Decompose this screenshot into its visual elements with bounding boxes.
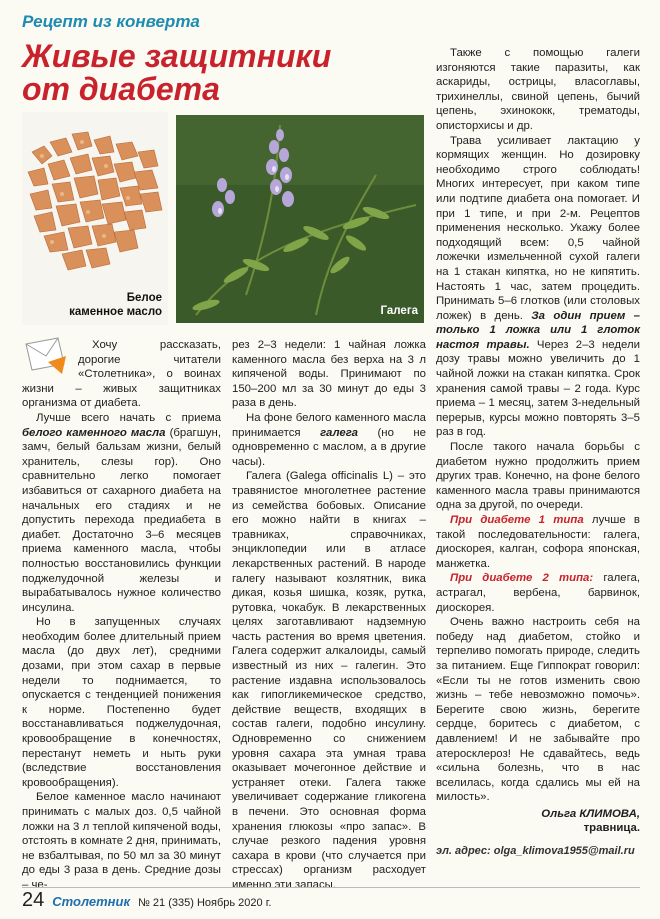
stone-oil-photo: [22, 112, 168, 325]
highlight-type2: При диабете 2 типа:: [450, 572, 594, 585]
footer: [22, 889, 271, 913]
envelope-icon: [22, 334, 72, 378]
paragraph: Лучше всего начать с приема белого каменного масла (брагшун, замч, белый бальзам жизни, белый хранитель, слезы гор). Оно сравнительно легко помогает избавиться от сахарного диабета на начальных его стадиях и не допустить перехода предиабета в диабет. Достаточно 3–6 месяцев приема каменного масла, чтобы полностью восстановились функции поджелудочной железы и вырабатывалось нужное количество инсулина.: [22, 411, 221, 614]
emphasis: галега: [320, 426, 359, 439]
footer-divider: [22, 887, 640, 888]
galega-caption: Галега: [380, 305, 418, 317]
galega-illustration: [176, 115, 424, 323]
column-3: [436, 46, 640, 859]
magazine-brand: Столетник: [52, 894, 131, 909]
title-line-2: от диабета: [22, 71, 220, 107]
paragraph: рез 2–3 недели: 1 чайная ложка каменного масла без верха на 3 л кипяченой воды. Принимают по 150–200 мл за 30 минут до еды 3 раза в день.: [232, 339, 426, 410]
paragraph: Хочу рассказать, дорогие читатели «Столетника», о воинах жизни – живых защитниках организма от диабета.: [22, 339, 221, 410]
paragraph: После такого начала борьбы с диабетом нужно продолжить прием других трав. Конечно, на фоне белого каменного масла травы принимаются одна за другой, по очереди.: [436, 441, 640, 512]
page-number: 24: [22, 889, 45, 911]
section-kicker: Рецепт из конверта: [22, 12, 200, 31]
author-name: Ольга КЛИМОВА,: [541, 807, 640, 820]
emphasis: белого каменного масла: [22, 426, 166, 439]
column-1: [22, 338, 221, 893]
galega-photo: [176, 115, 424, 323]
highlight-type1: При диабете 1 типа: [450, 514, 584, 526]
paragraph: При диабете 2 типа: галега, астрагал, вербена, барвинок, диоскорея.: [436, 572, 640, 614]
paragraph: На фоне белого каменного масла принимается галега (но не одновременно с маслом, а в другие часы).: [232, 411, 427, 468]
paragraph: Галега (Galega officinalis L) – это травянистое многолетнее растение из семейства бобовых. Описание его можно найти в книгах – травниках, справочниках, энциклопедии или в атласе лекарственных растений. В народе галегу называют козлятник, вика дикая, козья шишка, козяк, рутка, рутовка, чокабук. В лекарственных целях заготавливают надземную часть растения во время цветения. Галега содержит алкалоиды, самый известный из них – галегин. Это растение издавна использовалось как гипогликемическое средство, действие веществ, входящих в состав галеги, подобно инсулину. Одновременно со снижением уровня сахара эта умная трава оказывает мочегонное действие и устраняет отеки. Галега также увеличивает содержание гликогена в печени. Это основная форма хранения глюкозы «про запас». В случае резкого падения уровня сахара в крови (что случается при стрессах) организм расходует именно эти запасы.: [232, 470, 426, 891]
column-2: [232, 338, 426, 893]
issue-info: № 21 (335) Ноябрь 2020 г.: [138, 897, 272, 909]
title-line-1: Живые защитники: [22, 38, 332, 74]
emphasis: За один прием – только 1 ложка или 1 глоток настоя травы.: [436, 309, 640, 351]
stone-oil-caption: Белое каменное масло: [69, 292, 162, 318]
paragraph: Белое каменное масло начинают принимать с малых доз. 0,5 чайной ложки на 3 л теплой кипяченой воды, отстоять в комнате 2 дня, принимать, не взбалтывая, по 50 мл за 30 минут до еды 3 раза в день. Средние дозы – че-: [22, 791, 221, 891]
paragraph: Очень важно настроить себя на победу над диабетом, стойко и терпеливо помогать природе, следить за питанием. Еще Гиппократ говорил: «Если ты не готов изменить свою жизнь – тебе невозможно помочь». Берегите свою жизнь, берегите сердце, боритесь с диабетом, с давлением! И не забывайте про атеросклероз! Не сдавайтесь, ведь «сильна болезнь, что в нас вселилась, когда сдались мы ей на милость».: [436, 616, 640, 804]
paragraph: Но в запущенных случаях необходим более длительный прием масла (до двух лет), средними дозами, при этом сахар в первые недели то поднимается, то опускается с тенденцией понижения к норме. Постепенно будет восстанавливаться поджелудочная, кровообращение в конечностях, перестанут неметь и ныть руки (вследствие восстановления кровообращения).: [22, 616, 221, 789]
author-role: травница.: [583, 822, 640, 835]
paragraph: Трава усиливает лактацию у кормящих женщин. Но дозировку необходимо строго соблюдать! Многих интересует, при каком типе или подтипе диабета она помогает. И при 1 типе, и при 2-м. Рецептов применения несколько. Укажу более подходящий всем: 0,5 чайной ложечки измельченной сухой галеги на 1 стакан кипятка, но не кипятить. Настоять 1 час, затем процедить. Принимать 5–6 глотков (или столовых ложек) в день. За один прием – только 1 ложка или 1 глоток настоя травы. Через 2–3 недели дозу травы можно увеличить до 1 чайной ложки на стакан кипятка. Срок хранения самой травы – 2 года. Курс приема – 1 месяц, затем 3-недельный перерыв, курсы можно повторять 3–5 раз в год.: [436, 134, 640, 439]
paragraph: Также с помощью галеги изгоняются такие паразиты, как аскариды, острицы, власоглавы, трихинеллы, свиной цепень, бычий цепень, эхинококк, трематоды, описторхисы и др.: [436, 47, 640, 132]
paragraph: При диабете 1 типа лучше в такой последовательности: галега, диоскорея, калган, софора японская, манжетка.: [436, 514, 640, 570]
author-email[interactable]: эл. адрес: olga_klimova1955@mail.ru: [436, 845, 635, 858]
article-title: [22, 40, 422, 106]
